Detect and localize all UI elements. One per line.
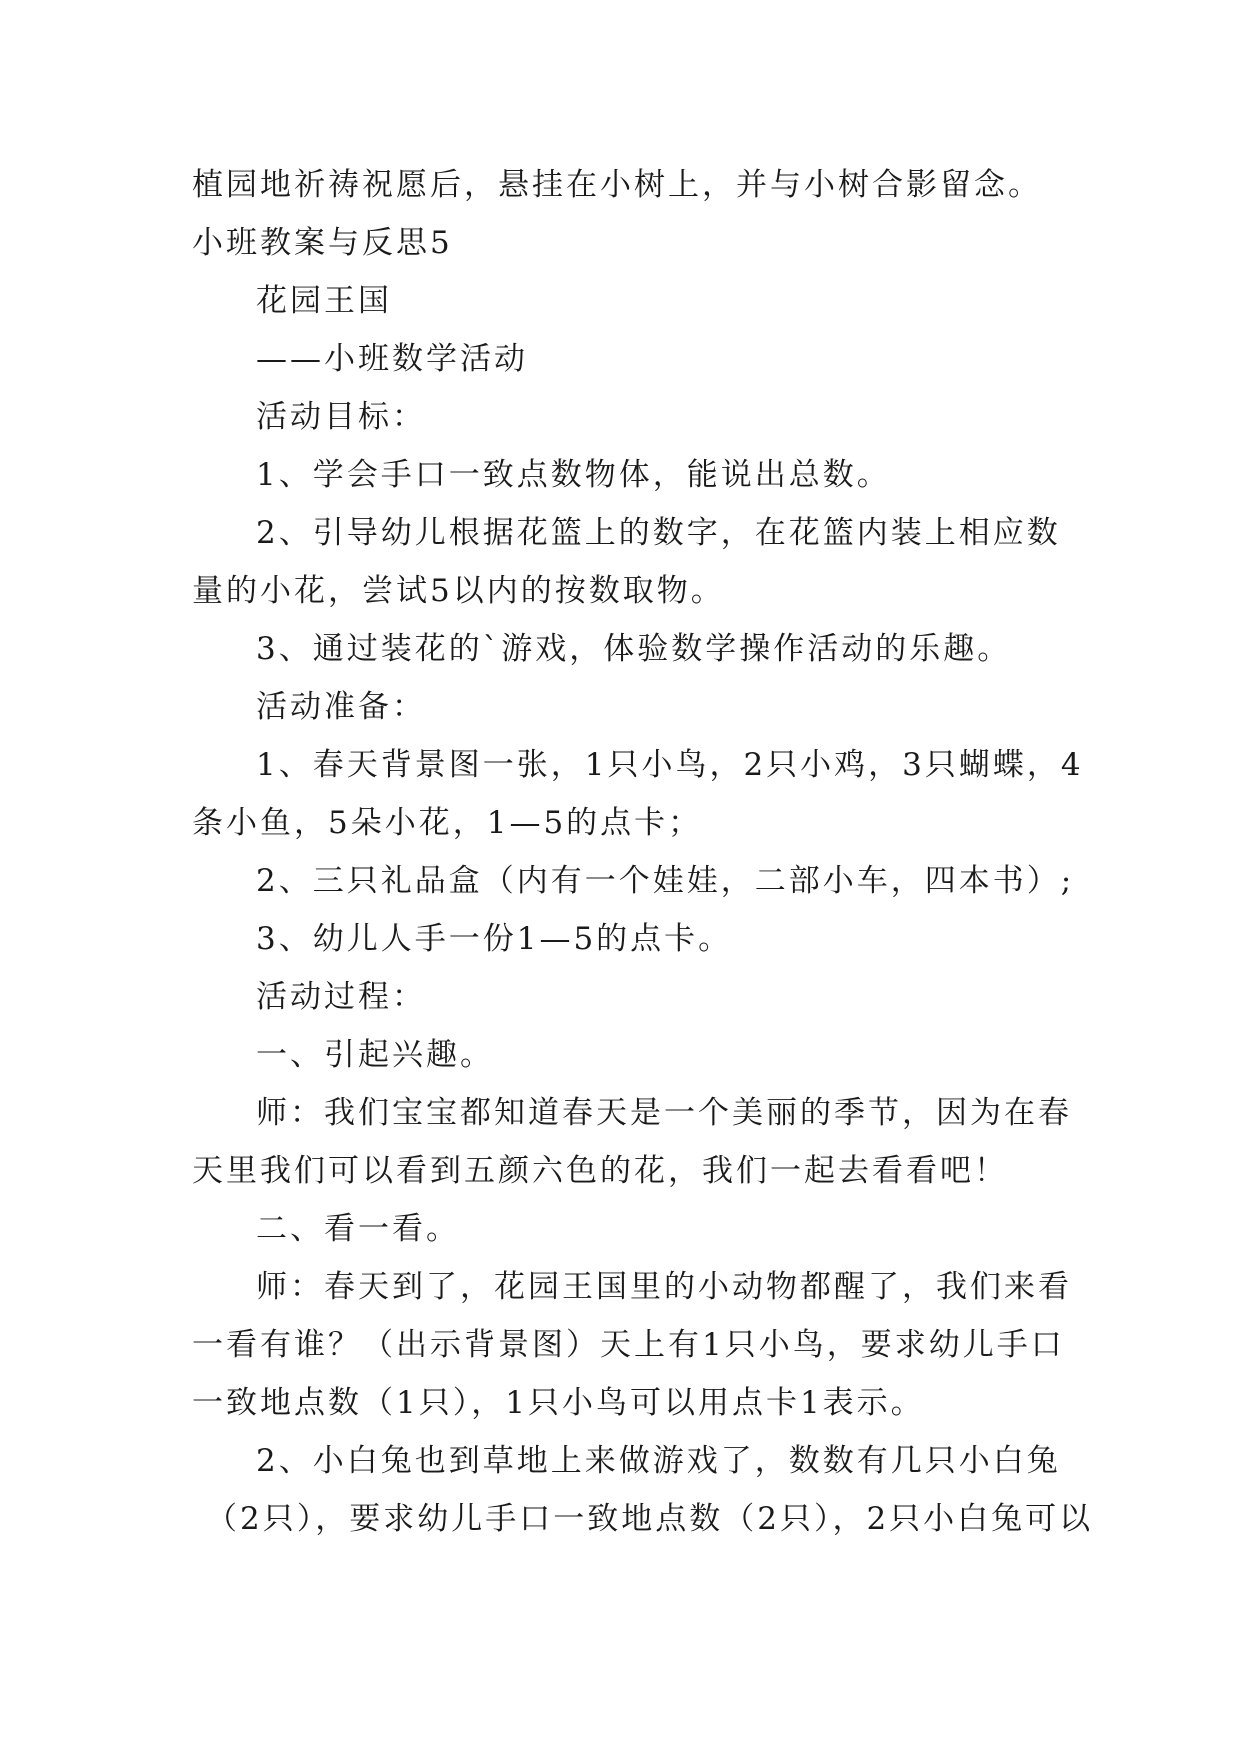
section-heading: 小班教案与反思5: [192, 225, 453, 261]
lesson-subtitle: ——小班数学活动: [256, 341, 528, 377]
text-line: 条小鱼，5朵小花，1—5的点卡；: [192, 805, 703, 841]
text-line: 3、通过装花的`游戏，体验数学操作活动的乐趣。: [256, 631, 1012, 667]
document-body: [192, 156, 1094, 1548]
subheading-preparation: 活动准备：: [256, 689, 426, 725]
text-line: 师：我们宝宝都知道春天是一个美丽的季节，因为在春: [256, 1095, 1072, 1131]
text-line: 天里我们可以看到五颜六色的花，我们一起去看看吧！: [192, 1153, 1008, 1189]
text-line: 量的小花，尝试5以内的按数取物。: [192, 573, 725, 609]
text-line: 师：春天到了，花园王国里的小动物都醒了，我们来看: [256, 1269, 1072, 1305]
text-line: 一看有谁？（出示背景图）天上有1只小鸟，要求幼儿手口: [192, 1327, 1065, 1363]
text-line: 2、引导幼儿根据花篮上的数字，在花篮内装上相应数: [256, 515, 1061, 551]
text-line: 二、看一看。: [256, 1211, 460, 1247]
text-line: 2、三只礼品盒（内有一个娃娃，二部小车，四本书）;: [256, 863, 1075, 899]
lesson-title: 花园王国: [256, 283, 392, 319]
text-line: 一、引起兴趣。: [256, 1037, 494, 1073]
text-line: 1、春天背景图一张，1只小鸟，2只小鸡，3只蝴蝶，4: [256, 747, 1084, 783]
subheading-goals: 活动目标：: [256, 399, 426, 435]
subheading-process: 活动过程：: [256, 979, 426, 1015]
text-line: 一致地点数（1只），1只小鸟可以用点卡1表示。: [192, 1385, 925, 1421]
text-line: 植园地祈祷祝愿后，悬挂在小树上，并与小树合影留念。: [192, 167, 1042, 203]
text-line: 1、学会手口一致点数物体，能说出总数。: [256, 457, 891, 493]
text-line: （2只），要求幼儿手口一致地点数（2只），2只小白兔可以: [206, 1501, 1094, 1537]
text-line: 2、小白兔也到草地上来做游戏了，数数有几只小白兔: [256, 1443, 1061, 1479]
text-line: 3、幼儿人手一份1—5的点卡。: [256, 921, 733, 957]
